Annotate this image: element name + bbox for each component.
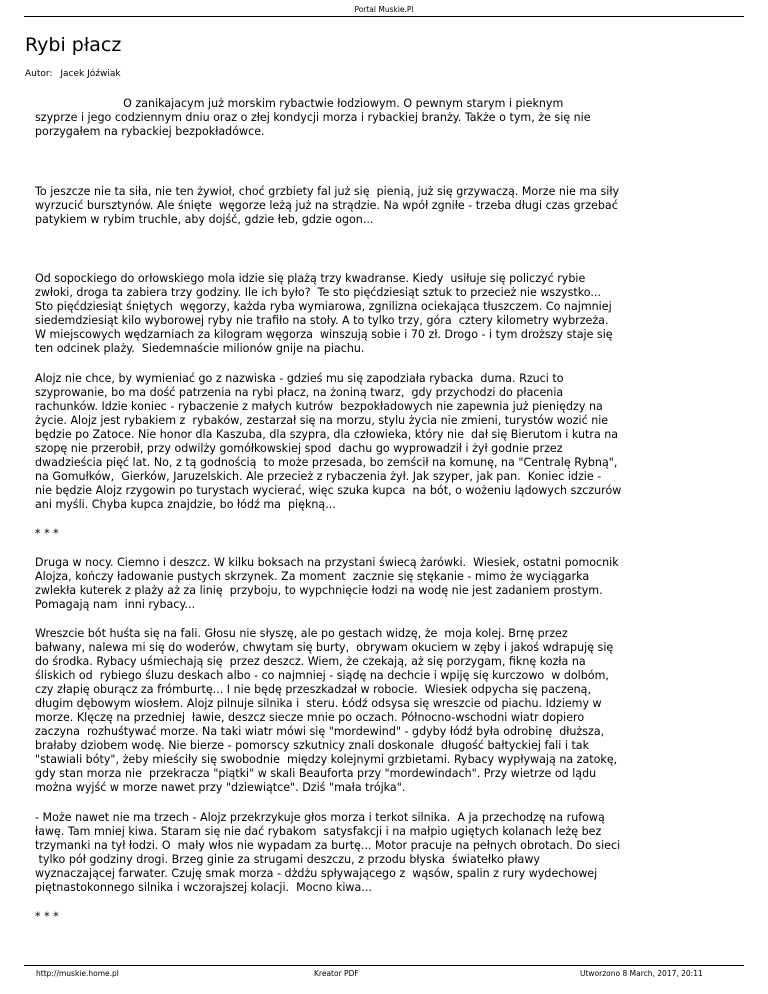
text-line: trzymanki na tył łodzi. O mały włos nie wypadam za burtę... Motor pracuje na pełnych obrotach. Do sieci: [35, 839, 621, 852]
text-line: brałaby dziobem wodę. Nie bierze - pomorscy szkutnicy znali doskonale długość bałtyckiej fali i tak: [35, 739, 590, 752]
site-header: Portal Muskie.Pl: [354, 5, 414, 14]
text-line: szyprowanie, bo ma dość patrzenia na rybi płacz, na żoniną twarz, gdy przychodzi do płacenia: [35, 386, 564, 399]
text-line: długim dębowym wiosłem. Alojz pilnuje silnika i steru. Łódź odsysa się wreszcie od piachu. Idziemy w: [35, 697, 602, 710]
text-line: szyprze i jego codziennym dniu oraz o złej kondycji morza i rybackiej branży. Także o tym, że się nie: [35, 111, 591, 124]
paragraph: [35, 185, 735, 227]
page-title: Rybi płacz: [25, 34, 122, 56]
footer-divider: [24, 965, 744, 966]
text-line: O zanikajacym już morskim rybactwie łodziowym. O pewnym starym i pieknym: [35, 97, 564, 110]
text-line: na Gomułków, Gierków, Jaruzelskich. Ale przecież z rybaczenia żył. Jak szyper, jak pan. Koniec idzie -: [35, 470, 602, 483]
author-name: Jacek Jóźwiak: [60, 69, 121, 79]
paragraph: [35, 556, 735, 612]
section-separator: * * *: [35, 910, 59, 923]
paragraph-lead: [35, 97, 735, 139]
section-break: [35, 910, 735, 924]
text-line: ten odcinek plaży. Siedemnaście milionów gnije na piachu.: [35, 342, 365, 355]
text-line: szopę nie przerobił, przy odwilży gomółkowskiej spod dachu go wyprowadził i żył godnie przez: [35, 442, 563, 455]
text-line: Od sopockiego do orłowskiego mola idzie się plażą trzy kwadranse. Kiedy usiłuje się policzyć rybie: [35, 272, 586, 285]
text-line: piętnastokonnego silnika i wczorajszej kolacji. Mocno kiwa...: [35, 881, 372, 894]
footer-created: Utworzono 8 March, 2017, 20:11: [580, 969, 703, 978]
text-line: W miejscowych wędzarniach za kilogram węgorza winszują sobie i 70 zł. Drogo - i tym droższy staje się: [35, 328, 613, 341]
text-line: Alojz nie chce, by wymieniać go z nazwiska - gdzieś mu się zapodziała rybacka duma. Rzuci to: [35, 372, 564, 385]
text-line: zaczyna rozhuśtywać morze. Na taki wiatr mówi się "mordewind" - gdyby łódź była odrobinę dłuższa,: [35, 725, 605, 738]
paragraph: [35, 272, 735, 356]
text-line: będzie po Zatoce. Nie honor dla Kaszuba, dla szypra, dla człowieka, który nie dał się Bierutom i kutra na: [35, 428, 619, 441]
text-line: Druga w nocy. Ciemno i deszcz. W kilku boksach na przystani świecą żarówki. Wiesiek, ostatni pomocnik: [35, 556, 619, 569]
text-line: zwłoki, droga ta zabiera trzy godziny. Ile ich było? Te sto pięćdziesiąt sztuk to przecież nie wszystko...: [35, 286, 601, 299]
footer-generator: Kreator PDF: [314, 969, 359, 978]
paragraph: [35, 372, 735, 512]
text-line: wyrzucić bursztynów. Ale śnięte węgorze leżą już na strądzie. Na wpół zgniłe - trzeba długi czas grzebać: [35, 199, 618, 212]
text-line: nie będzie Alojz rzygowin po turystach wycierać, więc szuka kupca na bót, o wożeniu lądowych szczurów: [35, 484, 622, 497]
author-label: Autor:: [25, 69, 53, 79]
footer-url: http://muskie.home.pl: [36, 969, 119, 978]
text-line: można wyjść w morze nawet przy "dziewiątce". Dziś "mała trójka".: [35, 781, 406, 794]
section-separator: * * *: [35, 527, 59, 540]
text-line: śliskich od rybiego śluzu deskach albo - co najmniej - siądę na dechcie i wpiję się kurczowo w dolbóm,: [35, 669, 609, 682]
text-line: ławę. Tam mniej kiwa. Staram się nie dać rybakom satysfakcji i na małpio ugiętych kolanach leżę bez: [35, 825, 602, 838]
text-line: patykiem w rybim truchle, aby dojść, gdzie łeb, gdzie ogon...: [35, 213, 374, 226]
text-line: morze. Klęczę na przedniej ławie, deszcz siecze mnie po oczach. Północno-wschodni wiatr dopiero: [35, 711, 585, 724]
text-line: To jeszcze nie ta siła, nie ten żywioł, choć grzbiety fal już się pienią, już się grzywaczą. Morze nie ma siły: [35, 185, 620, 198]
text-line: Sto pięćdziesiąt śniętych węgorzy, każda ryba wymiarowa, zgnilizna ociekająca tłuszczem. Co najmniej: [35, 300, 612, 313]
text-line: Wreszcie bót huśta się na fali. Głosu nie słyszę, ale po gestach widzę, że moja kolej. Brnę przez: [35, 627, 568, 640]
text-line: do środka. Rybacy uśmiechają się przez deszcz. Wiem, że czekają, aż się porzygam, fiknę kozła na: [35, 655, 586, 668]
text-line: rachunków. Idzie koniec - rybaczenie z małych kutrów bezpokładowych nie zapewnia już pieniędzy na: [35, 400, 603, 413]
paragraph: [35, 627, 735, 795]
text-line: wyznaczającej farwater. Czuję smak morza - dżdżu spływającego z wąsów, spalin z rury wydechowej: [35, 867, 598, 880]
text-line: ani myśli. Chyba kupca znajdzie, bo łódź ma piękną...: [35, 498, 336, 511]
text-line: porzygałem na rybackiej bezpokładówce.: [35, 125, 265, 138]
text-line: dwadzieścia pięć lat. No, z tą godnością to może przesada, bo zemścił na komunę, na "Centralę Rybną",: [35, 456, 618, 469]
section-break: [35, 527, 735, 541]
text-line: gdy stan morza nie przekracza "piątki" w skali Beauforta przy "mordewindach". Przy wietrze od lądu: [35, 767, 597, 780]
text-line: Pomagają nam inni rybacy...: [35, 598, 196, 611]
text-line: tylko pół godziny drogi. Brzeg ginie za strugami deszczu, z przodu błyska światełko pławy: [35, 853, 540, 866]
paragraph: [35, 811, 735, 895]
text-line: - Może nawet nie ma trzech - Alojz przekrzykuje głos morza i terkot silnika. A ja przechodzę na rufową: [35, 811, 605, 824]
text-line: bałwany, nalewa mi się do woderów, chwytam się burty, obrywam okuciem w zęby i jakoś wdrapuję się: [35, 641, 614, 654]
header-divider: [24, 16, 744, 17]
text-line: zwlekła kuterek z plaży aż za linię przyboju, to wypchnięcie łodzi na wodę nie jest zadaniem prostym.: [35, 584, 603, 597]
text-line: życie. Alojz jest rybakiem z rybaków, zestarzał się na morzu, stylu życia nie zmieni, turystów wozić nie: [35, 414, 609, 427]
text-line: siedemdziesiąt kilo wyborowej ryby nie trafiło na stoły. A to tylko trzy, góra cztery kilometry wybrzeża.: [35, 314, 609, 327]
text-line: Alojza, kończy ładowanie pustych skrzynek. Za moment zacznie się stękanie - mimo że wyciągarka: [35, 570, 590, 583]
author-line: [25, 68, 121, 80]
text-line: "stawiali bóty", żeby mieściły się swobodnie między kolejnymi grzbietami. Rybacy wypływają na zatokę,: [35, 753, 618, 766]
text-line: czy złapię oburącz za frómburtę... I nie będę przeszkadzał w robocie. Wiesiek odpycha się paczeną,: [35, 683, 591, 696]
